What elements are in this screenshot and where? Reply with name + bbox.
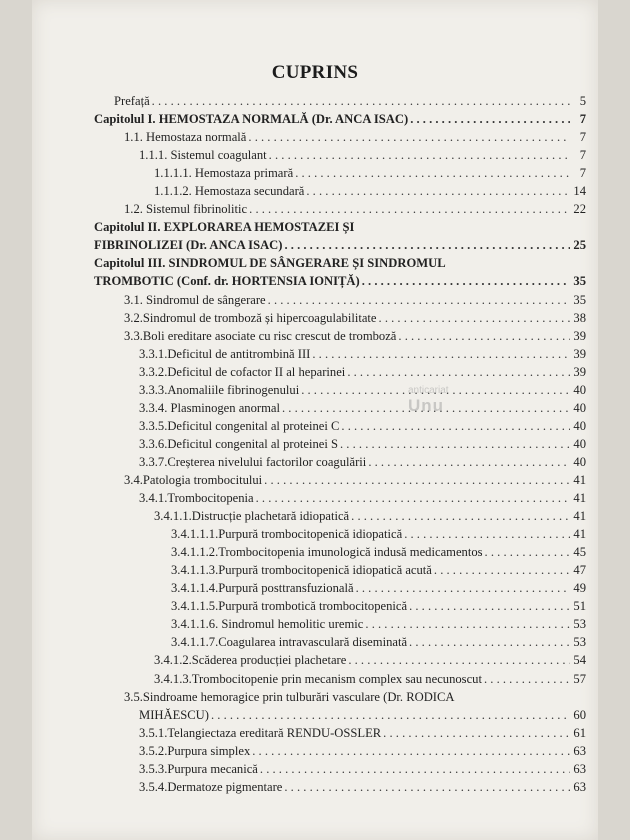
toc-entry-label: 3.5.Sindroame hemoragice prin tulburări vasculare (Dr. RODICA (124, 689, 455, 704)
watermark-line1: anticariat (408, 385, 449, 396)
page-title: CUPRINS (271, 62, 359, 83)
toc-entry-label: 3.3.6.Deficitul congenital al proteinei S (139, 436, 338, 451)
toc-entry-label: 1.1.1.1. Hemostaza primară (154, 166, 294, 181)
toc-entry-label: 1.1.1.2. Hemostaza secundară (154, 184, 305, 199)
toc-leader-dots (365, 615, 570, 633)
table-of-contents (94, 92, 586, 796)
toc-entry (94, 309, 586, 327)
toc-entry (94, 633, 586, 651)
toc-entry-page: 39 (573, 346, 586, 361)
watermark-line2: Unu (408, 396, 445, 415)
toc-entry-label: 3.5.1.Telangiectaza ereditară RENDU-OSSLER (139, 725, 382, 740)
toc-leader-dots (398, 327, 570, 345)
toc-entry-label: 3.4.1.2.Scăderea producției plachetare (154, 653, 347, 668)
toc-entry-label: 3.4.1.Trombocitopenia (139, 491, 254, 506)
toc-entry-label: 3.4.1.1.4.Purpură posttransfuzională (171, 581, 354, 596)
toc-entry (94, 471, 586, 489)
toc-entry-label: 3.3.Boli ereditare asociate cu risc crescut de tromboză (124, 328, 397, 343)
toc-leader-dots (341, 417, 570, 435)
toc-entry-page: 40 (573, 400, 586, 415)
toc-entry-label: FIBRINOLIZEI (Dr. ANCA ISAC) (94, 238, 283, 253)
book-page (32, 0, 598, 840)
toc-entry-page: 35 (573, 274, 586, 289)
toc-leader-dots (295, 164, 570, 182)
toc-entry-label: 3.4.1.1.3.Purpură trombocitopenică idiopatică acută (171, 563, 432, 578)
toc-entry-label: 3.1. Sindromul de sângerare (124, 292, 266, 307)
toc-entry (94, 507, 586, 525)
toc-leader-dots (269, 146, 570, 164)
toc-entry-page: 53 (573, 617, 586, 632)
toc-leader-dots (264, 471, 570, 489)
toc-leader-dots (268, 291, 570, 309)
toc-entry-label: 3.4.Patologia trombocitului (124, 472, 263, 487)
toc-entry-label: 3.4.1.1.Distrucție plachetară idiopatică (154, 509, 350, 524)
toc-entry (94, 272, 586, 290)
toc-entry (94, 200, 586, 218)
toc-entry-page: 40 (573, 454, 586, 469)
toc-leader-dots (434, 561, 570, 579)
toc-leader-dots (410, 110, 570, 128)
toc-entry-page: 63 (573, 743, 586, 758)
toc-entry-page: 38 (573, 310, 586, 325)
toc-entry-page: 47 (573, 563, 586, 578)
toc-entry-label: Capitolul III. SINDROMUL DE SÂNGERARE ȘI SINDROMUL (94, 256, 446, 271)
toc-entry-label: Capitolul I. HEMOSTAZA NORMALĂ (Dr. ANCA ISAC) (94, 112, 409, 127)
toc-entry (94, 615, 586, 633)
toc-entry-label: 1.2. Sistemul fibrinolitic (124, 202, 248, 217)
toc-entry-label: 3.4.1.1.6. Sindromul hemolitic uremic (171, 617, 364, 632)
toc-entry-label: 3.3.7.Creșterea nivelului factorilor coagulării (139, 454, 367, 469)
toc-entry (94, 164, 586, 182)
toc-entry (94, 218, 586, 236)
toc-entry-page: 41 (573, 527, 586, 542)
toc-entry-label: 3.3.2.Deficitul de cofactor II al heparinei (139, 364, 346, 379)
toc-entry (94, 399, 586, 417)
toc-entry (94, 92, 586, 110)
toc-entry-page: 41 (573, 491, 586, 506)
toc-entry (94, 670, 586, 688)
toc-leader-dots (249, 200, 570, 218)
toc-entry-label: TROMBOTIC (Conf. dr. HORTENSIA IONIȚĂ) (94, 274, 360, 289)
toc-entry-label: 3.3.1.Deficitul de antitrombină III (139, 346, 311, 361)
toc-entry (94, 561, 586, 579)
toc-entry (94, 254, 586, 272)
toc-entry-page: 61 (573, 725, 586, 740)
toc-entry-page: 63 (573, 761, 586, 776)
toc-entry-label: 3.2.Sindromul de tromboză și hipercoagulabilitate (124, 310, 377, 325)
toc-entry-page: 40 (573, 382, 586, 397)
toc-entry-page: 54 (573, 653, 586, 668)
toc-entry (94, 146, 586, 164)
toc-entry (94, 182, 586, 200)
toc-entry-page: 35 (573, 292, 586, 307)
toc-entry (94, 597, 586, 615)
toc-entry-page: 60 (573, 707, 586, 722)
toc-entry (94, 128, 586, 146)
toc-entry-page: 7 (579, 130, 586, 145)
toc-entry (94, 327, 586, 345)
toc-leader-dots (284, 778, 570, 796)
toc-entry-page: 41 (573, 509, 586, 524)
toc-entry (94, 760, 586, 778)
toc-leader-dots (256, 489, 570, 507)
toc-entry (94, 742, 586, 760)
toc-entry (94, 345, 586, 363)
toc-entry (94, 417, 586, 435)
toc-entry (94, 543, 586, 561)
toc-entry (94, 435, 586, 453)
toc-leader-dots (409, 597, 570, 615)
toc-entry-page: 49 (573, 581, 586, 596)
toc-leader-dots (356, 579, 570, 597)
toc-entry-page: 14 (573, 184, 586, 199)
toc-entry-label: 3.4.1.1.2.Trombocitopenia imunologică indusă medicamentos (171, 545, 483, 560)
toc-entry (94, 724, 586, 742)
toc-leader-dots (348, 651, 570, 669)
toc-leader-dots (284, 236, 570, 254)
toc-entry (94, 579, 586, 597)
toc-entry-label: MIHĂESCU) (139, 707, 209, 722)
toc-entry-page: 41 (573, 472, 586, 487)
toc-entry (94, 363, 586, 381)
toc-entry (94, 706, 586, 724)
toc-entry-page: 7 (579, 112, 586, 127)
toc-entry (94, 453, 586, 471)
toc-leader-dots (152, 92, 570, 110)
toc-entry-page: 53 (573, 635, 586, 650)
toc-leader-dots (362, 272, 570, 290)
toc-leader-dots (383, 724, 570, 742)
toc-entry-page: 5 (579, 94, 586, 108)
toc-entry-label: 3.3.4. Plasminogen anormal (139, 400, 280, 415)
toc-entry (94, 651, 586, 669)
toc-entry-label: Capitolul II. EXPLORAREA HEMOSTAZEI ȘI (94, 220, 355, 235)
toc-leader-dots (409, 633, 570, 651)
toc-leader-dots (248, 128, 570, 146)
toc-entry-label: 3.5.4.Dermatoze pigmentare (139, 779, 283, 794)
watermark (408, 385, 449, 416)
toc-entry (94, 688, 586, 706)
toc-leader-dots (484, 670, 570, 688)
toc-entry (94, 381, 586, 399)
toc-leader-dots (351, 507, 570, 525)
toc-leader-dots (211, 706, 570, 724)
toc-entry-page: 39 (573, 364, 586, 379)
toc-leader-dots (368, 453, 570, 471)
toc-entry (94, 291, 586, 309)
toc-leader-dots (252, 742, 570, 760)
toc-entry-page: 40 (573, 418, 586, 433)
toc-leader-dots (404, 525, 570, 543)
toc-leader-dots (485, 543, 570, 561)
toc-entry-label: 3.3.3.Anomaliile fibrinogenului (139, 382, 300, 397)
toc-entry-label: 3.5.3.Purpura mecanică (139, 761, 258, 776)
toc-entry-label: 3.4.1.1.1.Purpură trombocitopenică idiopatică (171, 527, 403, 542)
toc-entry (94, 489, 586, 507)
toc-entry-page: 7 (579, 166, 586, 181)
toc-entry-page: 63 (573, 779, 586, 794)
toc-leader-dots (260, 760, 570, 778)
toc-leader-dots (379, 309, 570, 327)
toc-entry (94, 236, 586, 254)
toc-entry-label: 3.4.1.1.5.Purpură trombotică trombocitopenică (171, 599, 408, 614)
toc-leader-dots (340, 435, 570, 453)
toc-entry-page: 39 (573, 328, 586, 343)
toc-entry-page: 40 (573, 436, 586, 451)
toc-entry-page: 51 (573, 599, 586, 614)
toc-entry-page: 25 (573, 238, 586, 253)
toc-entry-label: 3.4.1.1.7.Coagularea intravasculară diseminată (171, 635, 408, 650)
toc-leader-dots (306, 182, 570, 200)
toc-entry-label: 3.4.1.3.Trombocitopenie prin mecanism complex sau necunoscut (154, 671, 482, 686)
toc-entry-label: 3.3.5.Deficitul congenital al proteinei C (139, 418, 340, 433)
toc-leader-dots (347, 363, 570, 381)
toc-entry (94, 110, 586, 128)
toc-entry-label: 1.1.1. Sistemul coagulant (139, 148, 267, 163)
toc-entry (94, 778, 586, 796)
toc-entry-label: Prefață (114, 94, 150, 108)
toc-leader-dots (312, 345, 570, 363)
toc-entry-page: 57 (573, 671, 586, 686)
toc-entry-page: 22 (573, 202, 586, 217)
toc-entry-page: 7 (579, 148, 586, 163)
toc-entry-page: 45 (573, 545, 586, 560)
toc-entry (94, 525, 586, 543)
toc-entry-label: 1.1. Hemostaza normală (124, 130, 247, 145)
toc-entry-label: 3.5.2.Purpura simplex (139, 743, 251, 758)
